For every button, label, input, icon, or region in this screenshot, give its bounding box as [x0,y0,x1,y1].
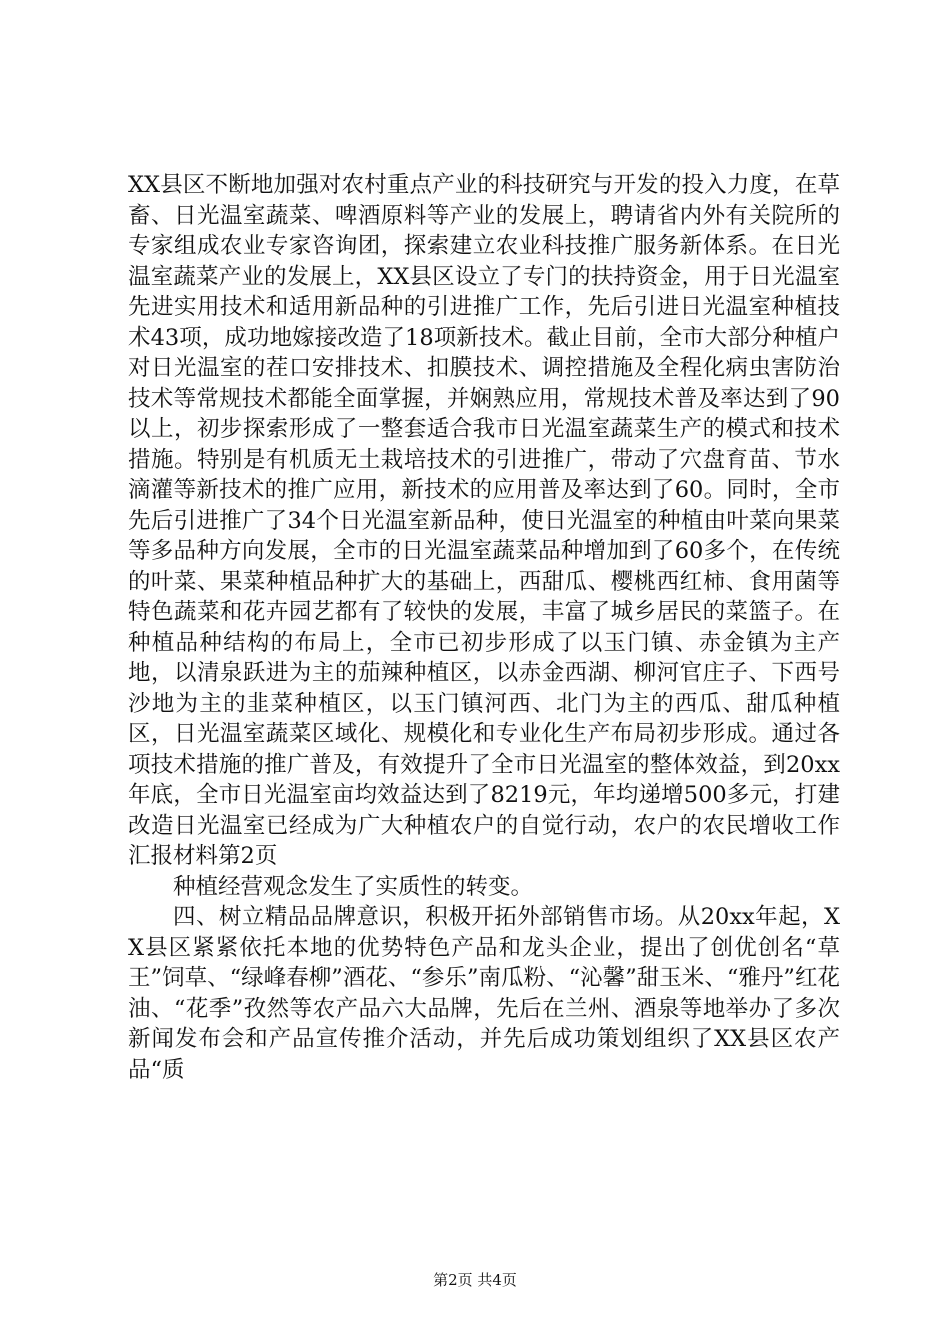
paragraph-brand-market: 四、树立精品品牌意识，积极开拓外部销售市场。从20xx年起，XX县区紧紧依托本地的优势特色产品和龙头企业，提出了创优创名“草王”饲草、“绿峰春柳”酒花、“参乐”南瓜粉、“沁馨”甜玉米、“雅丹”红花油、“花季”孜然等农产品六大品牌，先后在兰州、酒泉等地举办了多次新闻发布会和产品宣传推介活动，并先后成功策划组织了XX县区农产品“质 [128,904,840,1083]
document-body [128,170,840,1085]
paragraph-tech-promotion: XX县区不断地加强对农村重点产业的科技研究与开发的投入力度，在草畜、日光温室蔬菜、啤酒原料等产业的发展上，聘请省内外有关院所的专家组成农业专家咨询团，探索建立农业科技推广服务新体系。在日光温室蔬菜产业的发展上，XX县区设立了专门的扶持资金，用于日光温室先进实用技术和适用新品种的引进推广工作，先后引进日光温室种植技术43项，成功地嫁接改造了18项新技术。截止目前，全市大部分种植户对日光温室的茬口安排技术、扣膜技术、调控措施及全程化病虫害防治技术等常规技术都能全面掌握，并娴熟应用，常规技术普及率达到了90以上，初步探索形成了一整套适合我市日光温室蔬菜生产的模式和技术措施。特别是有机质无土栽培技术的引进推广，带动了穴盘育苗、节水滴灌等新技术的推广应用，新技术的应用普及率达到了60。同时，全市先后引进推广了34个日光温室新品种，使日光温室的种植由叶菜向果菜等多品种方向发展，全市的日光温室蔬菜品种增加到了60多个，在传统的叶菜、果菜种植品种扩大的基础上，西甜瓜、樱桃西红柿、食用菌等特色蔬菜和花卉园艺都有了较快的发展，丰富了城乡居民的菜篮子。在种植品种结构的布局上，全市已初步形成了以玉门镇、赤金镇为主产地，以清泉跃进为主的茄辣种植区，以赤金西湖、柳河官庄子、下西号沙地为主的韭菜种植区，以玉门镇河西、北门为主的西瓜、甜瓜种植区，日光温室蔬菜区域化、规模化和专业化生产布局初步形成。通过各项技术措施的推广普及，有效提升了全市日光温室的整体效益，到20xx年底，全市日光温室亩均效益达到了8219元，年均递增500多元，打建改造日光温室已经成为广大种植农户的自觉行动，农户的农民增收工作汇报材料第2页 [128,172,840,869]
paragraph-concept-change: 种植经营观念发生了实质性的转变。 [173,873,534,900]
page-footer [0,1270,950,1290]
page-number-indicator: 第2页 共4页 [433,1271,517,1289]
